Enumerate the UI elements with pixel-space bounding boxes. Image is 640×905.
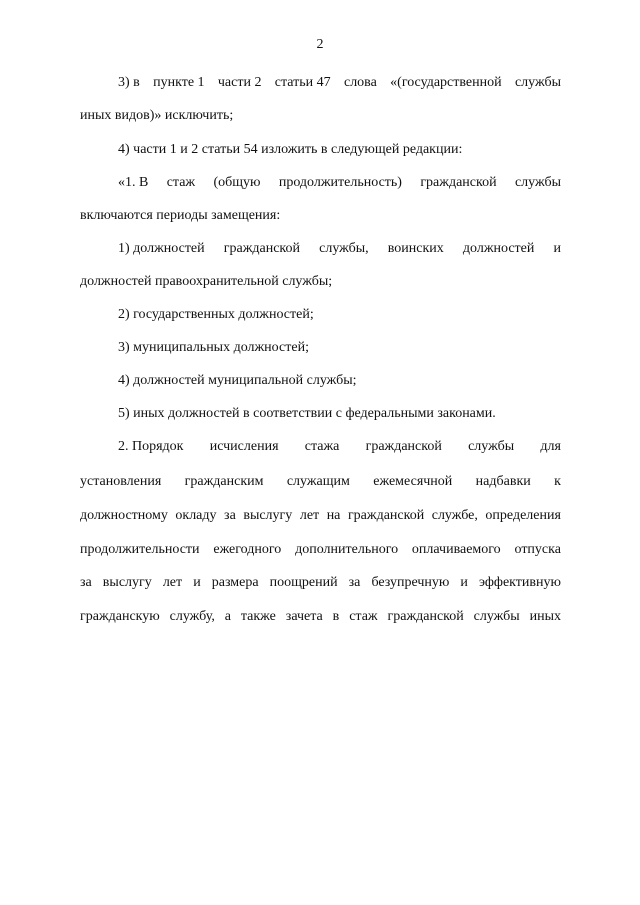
word: воинских [387,241,444,256]
word: стажа [304,439,340,454]
word: дополнительного [295,542,399,557]
text-line-15 [80,541,561,559]
word: гражданским [184,474,264,489]
word: гражданской [347,508,425,523]
word: зачета [285,609,323,624]
word: к [554,474,561,489]
page-number: 2 [316,37,324,52]
word: лет [299,508,320,523]
word: (общую [213,175,261,190]
word: части 2 [217,75,262,90]
word: службы [473,609,520,624]
word: гражданскую [80,609,160,624]
word: гражданской [365,439,442,454]
text-line-6 [118,240,561,258]
word: пункте 1 [153,75,205,90]
word: службы [514,75,561,90]
word: продолжительность) [278,175,402,190]
text-line-11: 5) иных должностей в соответствии с федеральными законами. [118,406,496,421]
word: служащим [286,474,350,489]
word: выслугу [102,575,152,590]
word: «1. В [118,175,149,190]
word: 3) в [118,75,140,90]
text-line-16 [80,574,561,592]
word: в [332,609,340,624]
text-line-13 [80,473,561,491]
text-line-7: должностей правоохранительной службы; [80,274,333,289]
word: ежегодного [213,542,282,557]
word: и [460,575,468,590]
text-line-14 [80,507,561,525]
word: а [224,609,231,624]
word: установления [80,474,162,489]
word: продолжительности [80,542,200,557]
text-line-10: 4) должностей муниципальной службы; [118,373,357,388]
word: статьи 47 [274,75,331,90]
word: слова [343,75,377,90]
word: гражданской [420,175,497,190]
word: стаж [349,609,378,624]
word: службу, [169,609,215,624]
text-line-1 [118,74,561,92]
text-line-4 [118,174,561,192]
word: службы [514,175,561,190]
text-line-9: 3) муниципальных должностей; [118,340,309,355]
word: службе, [431,508,478,523]
word: службы [468,439,515,454]
word: надбавки [475,474,531,489]
word: также [240,609,276,624]
word: службы, [319,241,369,256]
word: окладу [175,508,217,523]
text-line-2: иных видов)» исключить; [80,108,234,123]
text-line-3: 4) части 1 и 2 статьи 54 изложить в следующей редакции: [118,142,463,157]
word: гражданской [387,609,464,624]
word: эффективную [478,575,561,590]
word: за [348,575,361,590]
word: выслугу [243,508,293,523]
word: ежемесячной [373,474,453,489]
word: 1) должностей [118,241,205,256]
word: иных [529,609,561,624]
word: определения [485,508,561,523]
word: и [553,241,561,256]
word: должностей [462,241,535,256]
text-line-8: 2) государственных должностей; [118,307,314,322]
word: и [193,575,201,590]
text-line-17 [80,608,561,626]
word: «(государственной [390,75,502,90]
word: исчисления [209,439,279,454]
text-line-5: включаются периоды замещения: [80,208,281,223]
word: за [224,508,236,523]
word: 2. Порядок [118,439,184,454]
word: оплачиваемого [411,542,501,557]
word: размера [211,575,259,590]
word: должностному [80,508,168,523]
word: стаж [166,175,196,190]
word: гражданской [223,241,301,256]
word: безупречную [371,575,450,590]
word: на [326,508,341,523]
word: отпуска [514,542,561,557]
word: для [540,439,561,454]
word: поощрений [269,575,338,590]
word: за [80,575,92,590]
word: лет [162,575,183,590]
text-line-12 [118,438,561,456]
